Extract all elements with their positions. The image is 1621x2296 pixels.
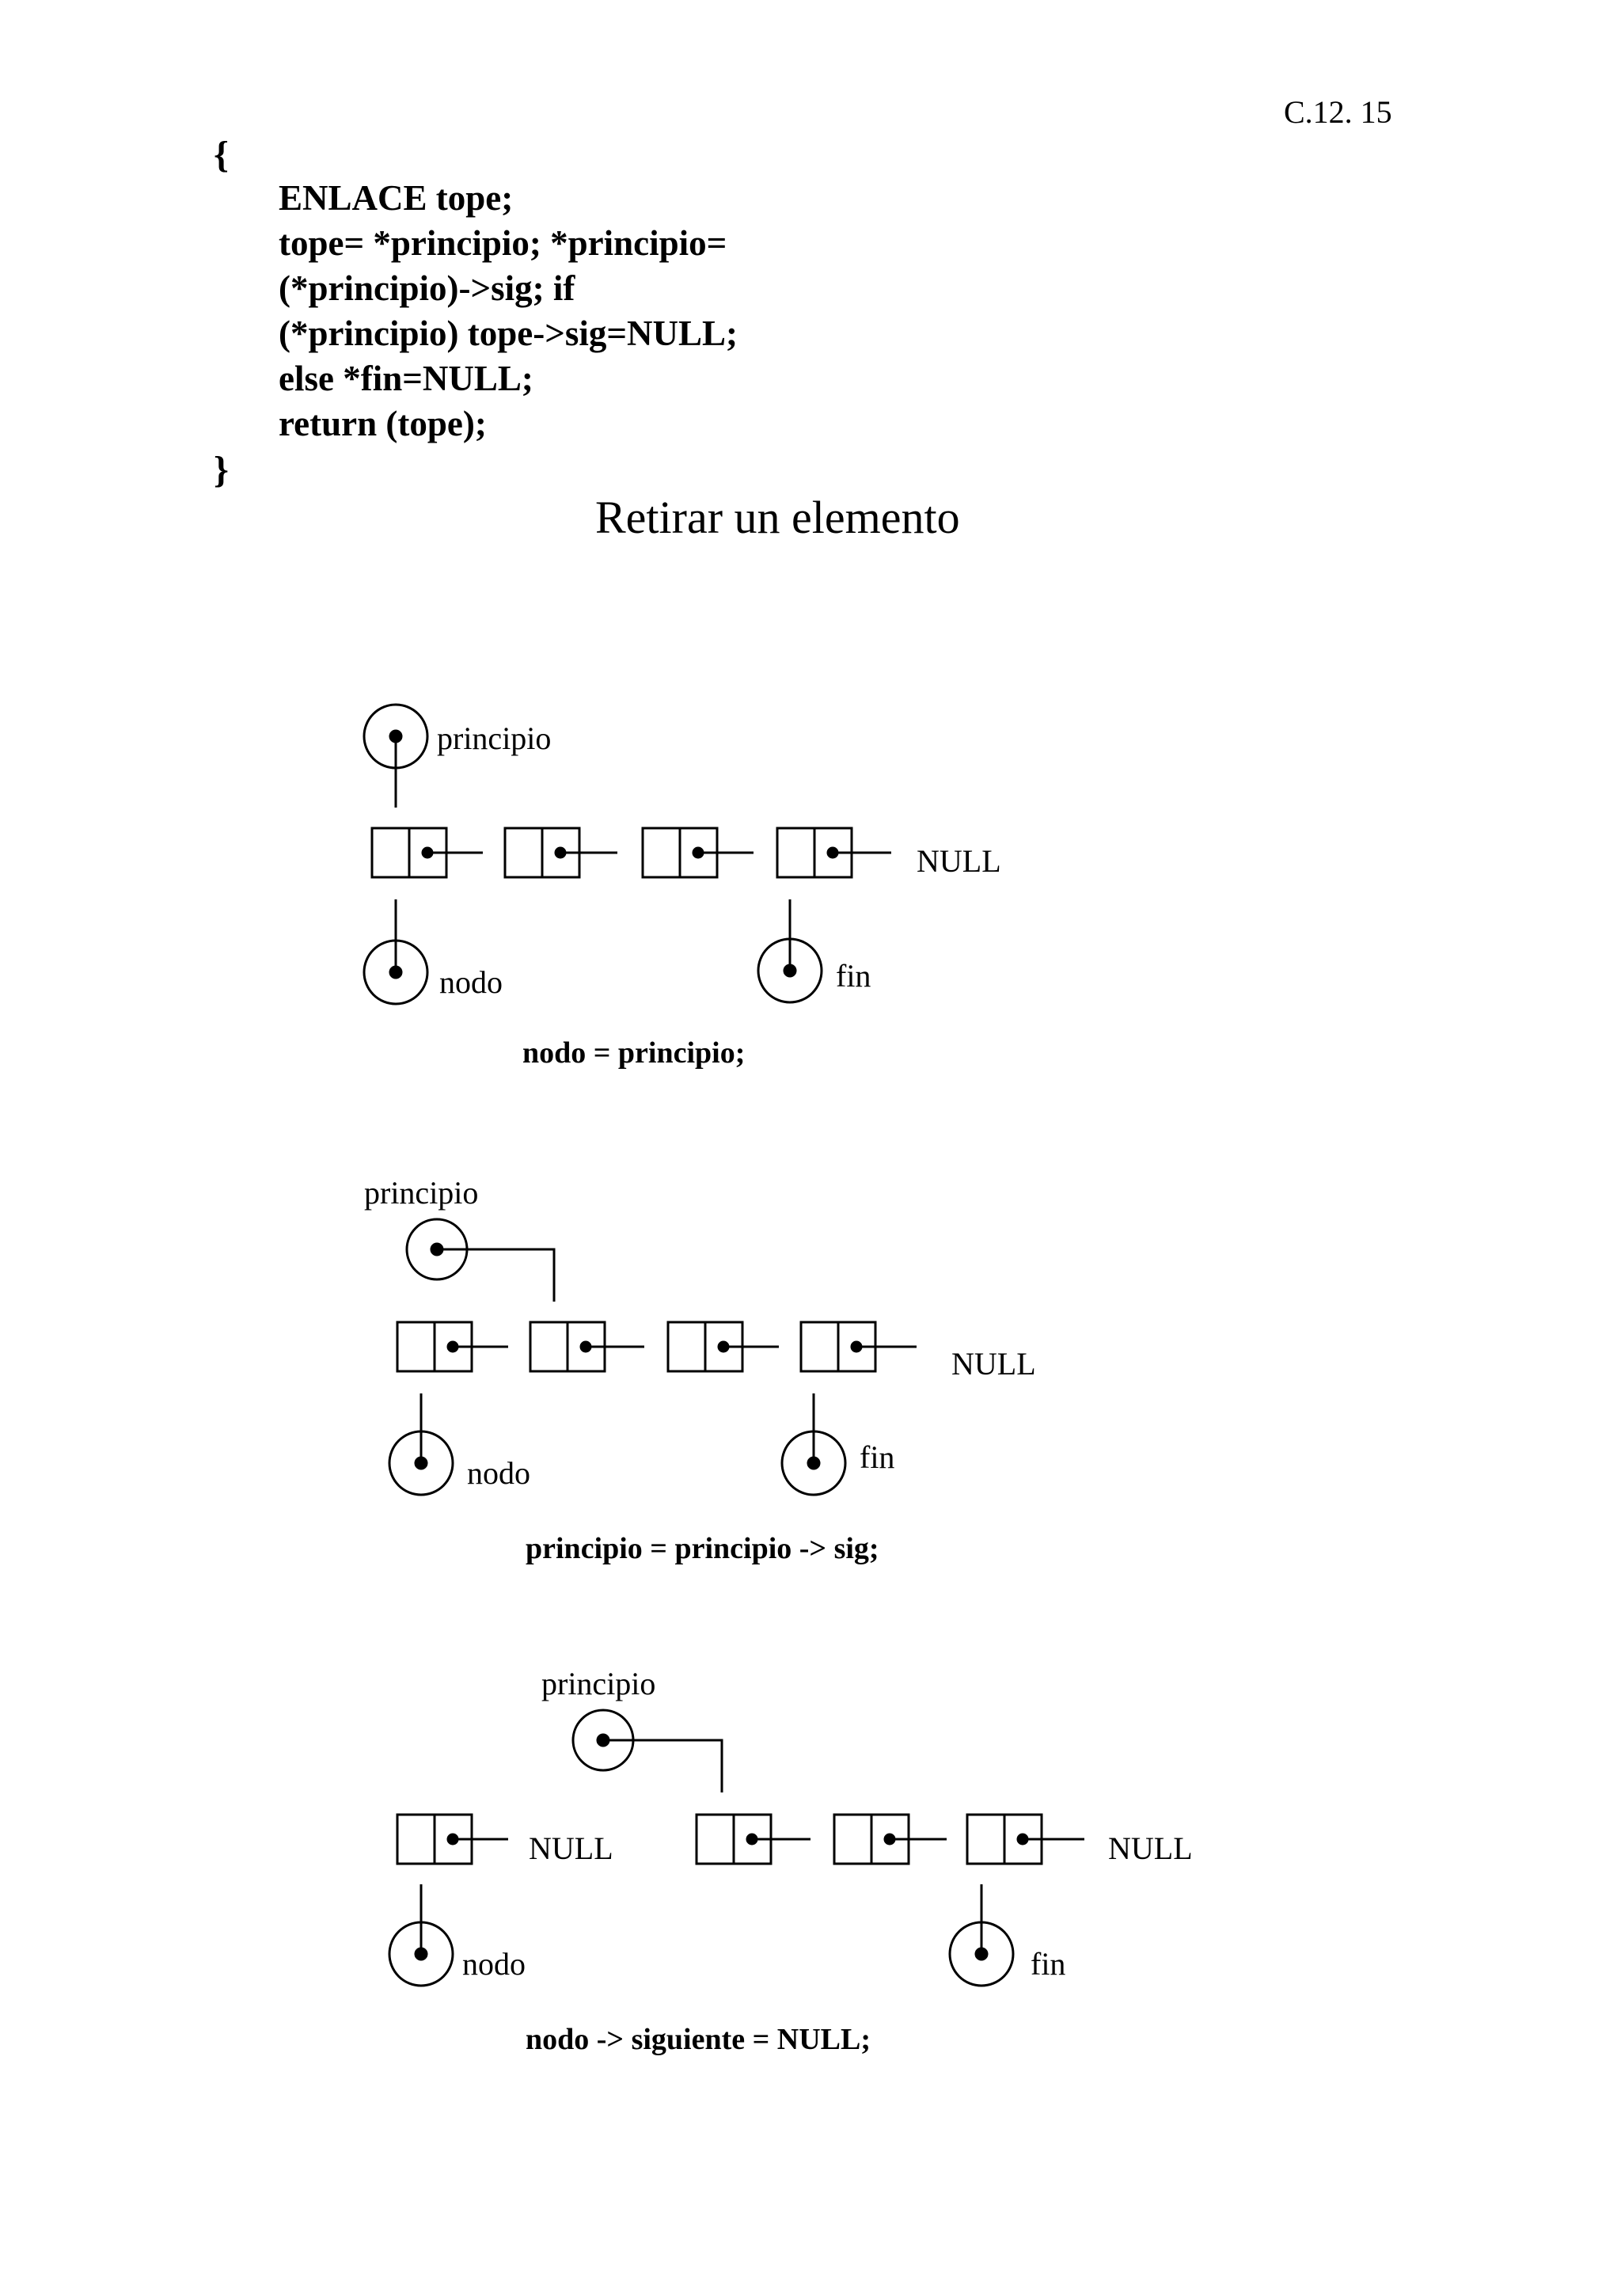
- fin-pointer-icon: [782, 1393, 845, 1495]
- principio-pointer-icon: [407, 1219, 554, 1302]
- fin-label: fin: [860, 1439, 895, 1475]
- null-label: NULL: [529, 1830, 613, 1866]
- list-node: [967, 1815, 1084, 1864]
- list-node: [530, 1322, 644, 1371]
- nodo-pointer-icon: [389, 1393, 453, 1495]
- fin-label: fin: [1031, 1946, 1066, 1982]
- list-node: [397, 1322, 508, 1371]
- principio-label: principio: [364, 1175, 479, 1211]
- null-label: NULL: [951, 1346, 1036, 1382]
- list-node: [668, 1322, 779, 1371]
- diagram-caption: nodo = principio;: [522, 1036, 746, 1070]
- section-title: Retirar un elemento: [595, 492, 960, 543]
- principio-pointer-icon: [573, 1710, 722, 1792]
- principio-label: principio: [437, 720, 552, 756]
- page-number: C.12. 15: [1284, 94, 1392, 130]
- close-brace: }: [214, 449, 229, 491]
- list-node: [834, 1815, 947, 1864]
- principio-pointer-icon: [364, 705, 427, 808]
- list-node: [697, 1815, 810, 1864]
- code-line: (*principio)->sig; if: [279, 268, 575, 308]
- fin-pointer-icon: [758, 899, 822, 1002]
- null-label: NULL: [1108, 1830, 1193, 1866]
- diagram-caption: principio = principio -> sig;: [526, 1532, 879, 1565]
- code-line: return (tope);: [279, 404, 487, 443]
- list-node: [801, 1322, 917, 1371]
- code-line: (*principio) tope->sig=NULL;: [279, 314, 738, 353]
- diagram-3: [389, 1666, 1193, 2056]
- list-node: [777, 828, 891, 877]
- nodo-label: nodo: [462, 1946, 526, 1982]
- principio-label: principio: [541, 1666, 656, 1701]
- nodo-pointer-icon: [389, 1884, 453, 1986]
- nodo-label: nodo: [467, 1455, 530, 1491]
- list-node: [372, 828, 483, 877]
- nodo-pointer-icon: [364, 899, 427, 1004]
- list-node: [643, 828, 754, 877]
- fin-label: fin: [836, 958, 871, 994]
- detached-node: [397, 1815, 508, 1864]
- null-label: NULL: [917, 843, 1001, 879]
- list-node: [505, 828, 617, 877]
- diagram-1: [364, 705, 1001, 1070]
- nodo-label: nodo: [439, 964, 503, 1000]
- code-line: tope= *principio; *principio=: [279, 223, 727, 263]
- fin-pointer-icon: [950, 1884, 1013, 1986]
- diagram-caption: nodo -> siguiente = NULL;: [526, 2023, 871, 2056]
- code-line: else *fin=NULL;: [279, 359, 533, 398]
- code-line: ENLACE tope;: [279, 178, 514, 218]
- open-brace: {: [214, 134, 229, 176]
- diagram-2: [364, 1175, 1036, 1565]
